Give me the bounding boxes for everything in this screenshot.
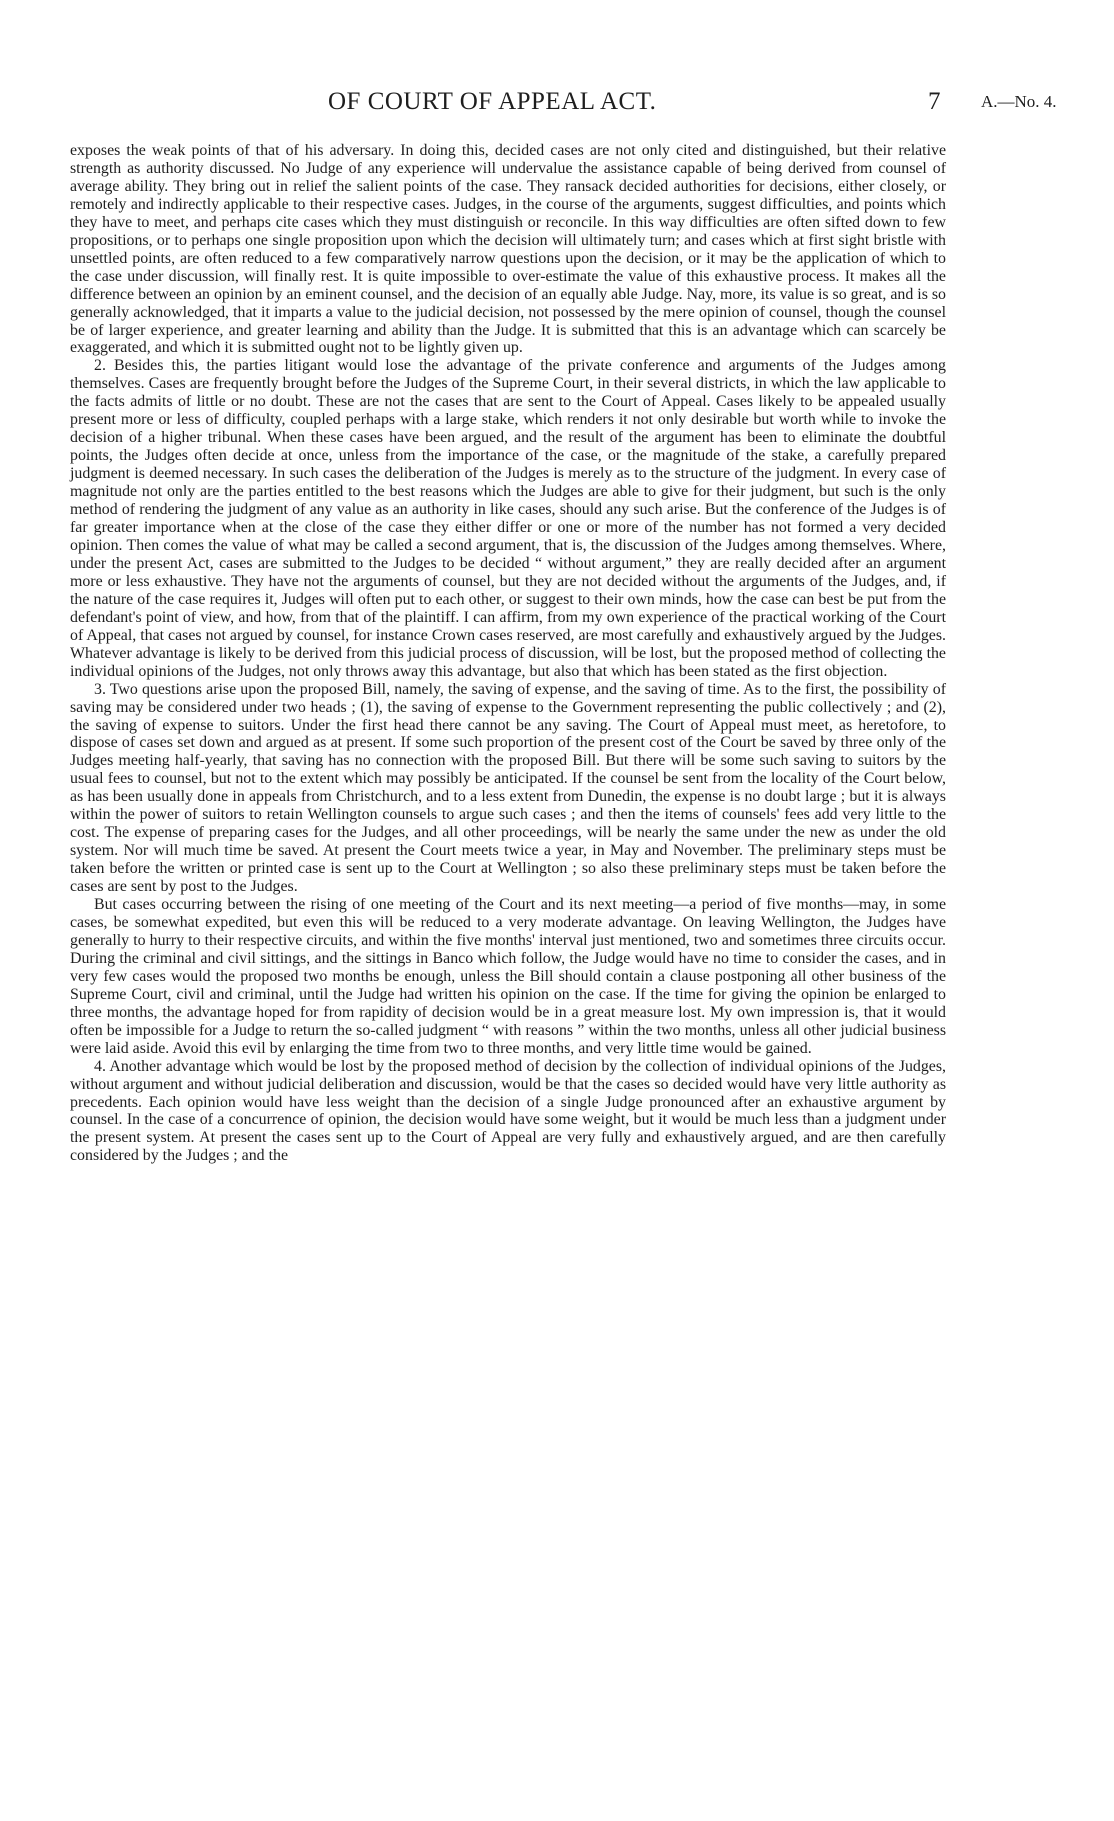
running-title: OF COURT OF APPEAL ACT. bbox=[328, 88, 657, 115]
page-number: 7 bbox=[928, 88, 941, 115]
document-reference: A.—No. 4. bbox=[981, 92, 1057, 111]
paragraph-2: 2. Besides this, the parties litigant would lose the advantage of the private conference and arguments of the Judges among themselves. Cases are frequently brought before the Judges of the Supreme Court, in their several districts, in which the law applicable to the facts admits of little or no doubt. These are not the cases that are sent to the Court of Appeal. Cases likely to be appealed usually present more or less of difficulty, coupled perhaps with a large stake, which renders it not only desirable but worth while to invoke the decision of a higher tribunal. When these cases have been argued, and the result of the argument has been to eliminate the doubtful points, the Judges often decide at once, unless from the importance of the case, or the magnitude of the stake, a carefully prepared judgment is deemed necessary. In such cases the deliberation of the Judges is merely as to the structure of the judgment. In every case of magnitude not only are the parties entitled to the best reasons which the Judges are able to give for their judgment, but such is the only method of rendering the judgment of any value as an authority in like cases, should any such arise. But the conference of the Judges is of far greater importance when at the close of the case they either differ or one or more of the number has not formed a very decided opinion. Then comes the value of what may be called a second argument, that is, the discussion of the Judges among themselves. Where, under the present Act, cases are submitted to the Judges to be decided “ without argument,” they are really decided after an argument more or less exhaustive. They have not the arguments of counsel, but they are not decided without the arguments of the Judges, and, if the nature of the case requires it, Judges will often put to each other, or suggest to their own minds, how the case can best be put from the defendant's point of view, and how, from that of the plaintiff. I can affirm, from my own experience of the practical working of the Court of Appeal, that cases not argued by counsel, for instance Crown cases reserved, are most carefully and exhaustively argued by the Judges. Whatever advantage is likely to be derived from this judicial process of discussion, will be lost, but the proposed method of collecting the individual opinions of the Judges, not only throws away this advantage, but also that which has been stated as the first objection. bbox=[70, 357, 946, 680]
paragraph-3-continued: But cases occurring between the rising of one meeting of the Court and its next meeting—a period of five months—may, in some cases, be somewhat expedited, but even this will be reduced to a very moderate advantage. On leaving Wellington, the Judges have generally to hurry to their respective circuits, and within the five months' interval just mentioned, two and sometimes three circuits occur. During the criminal and civil sittings, and the sittings in Banco which follow, the Judge would have no time to consider the cases, and in very few cases would the proposed two months be enough, unless the Bill should contain a clause postponing all other business of the Supreme Court, civil and criminal, until the Judge had written his opinion on the case. If the time for giving the opinion be enlarged to three months, the advantage hoped for from rapidity of decision would be in a great measure lost. My own impression is, that it would often be impossible for a Judge to return the so-called judgment “ with reasons ” within the two months, unless all other judicial business were laid aside. Avoid this evil by enlarging the time from two to three months, and very little time would be gained. bbox=[70, 896, 946, 1057]
paragraph-4: 4. Another advantage which would be lost by the proposed method of decision by the collection of individual opinions of the Judges, without argument and without judicial deliberation and discussion, would be that the cases so decided would have very little authority as precedents. Each opinion would have less weight than the decision of a single Judge pronounced after an exhaustive argument by counsel. In the case of a concurrence of opinion, the decision would have some weight, but it would be much less than a judgment under the present system. At present the cases sent up to the Court of Appeal are very fully and exhaustively argued, and are then carefully considered by the Judges ; and the bbox=[70, 1057, 946, 1165]
page-header bbox=[0, 88, 1114, 122]
paragraph-continuation: exposes the weak points of that of his adversary. In doing this, decided cases are not only cited and distinguished, but their relative strength as authority discussed. No Judge of any experience will undervalue the assistance capable of being derived from counsel of average ability. They bring out in relief the salient points of the case. They ransack decided authorities for decisions, either closely, or remotely and indirectly applicable to their respective cases. Judges, in the course of the arguments, suggest difficulties, and points which they have to meet, and perhaps cite cases which they must distinguish or reconcile. In this way difficulties are often sifted down to few propositions, or to perhaps one single proposition upon which the decision will ultimately turn; and cases which at first sight bristle with unsettled points, are often reduced to a few comparatively narrow questions upon the decision, or it may be the application of which to the case under discussion, will finally rest. It is quite impossible to over-estimate the value of this exhaustive process. It makes all the difference between an opinion by an eminent counsel, and the decision of an equally able Judge. Nay, more, its value is so great, and is so generally acknowledged, that it imparts a value to the judicial decision, not possessed by the mere opinion of counsel, though the counsel be of larger experience, and greater learning and ability than the Judge. It is submitted that this is an advantage which can scarcely be exaggerated, and which it is submitted ought not to be lightly given up. bbox=[70, 142, 946, 357]
body-text bbox=[70, 142, 946, 1165]
paragraph-3: 3. Two questions arise upon the proposed Bill, namely, the saving of expense, and the saving of time. As to the first, the possibility of saving may be considered under two heads ; (1), the saving of expense to the Government representing the public collectively ; and (2), the saving of expense to suitors. Under the first head there cannot be any saving. The Court of Appeal must meet, as heretofore, to dispose of cases set down and argued as at present. If some such proportion of the present cost of the Court be saved by three only of the Judges meeting half-yearly, that saving has no connection with the proposed Bill. But there will be some such saving to suitors by the usual fees to counsel, but not to the extent which may possibly be anticipated. If the counsel be sent from the locality of the Court below, as has been usually done in appeals from Christchurch, and to a less extent from Dunedin, the expense is no doubt large ; but it is always within the power of suitors to retain Wellington counsels to argue such cases ; and then the items of counsels' fees add very little to the cost. The expense of preparing cases for the Judges, and all other proceedings, will be nearly the same under the new as under the old system. Nor will much time be saved. At present the Court meets twice a year, in May and November. The preliminary steps must be taken before the written or printed case is sent up to the Court at Wellington ; so also these preliminary steps must be taken before the cases are sent by post to the Judges. bbox=[70, 680, 946, 896]
